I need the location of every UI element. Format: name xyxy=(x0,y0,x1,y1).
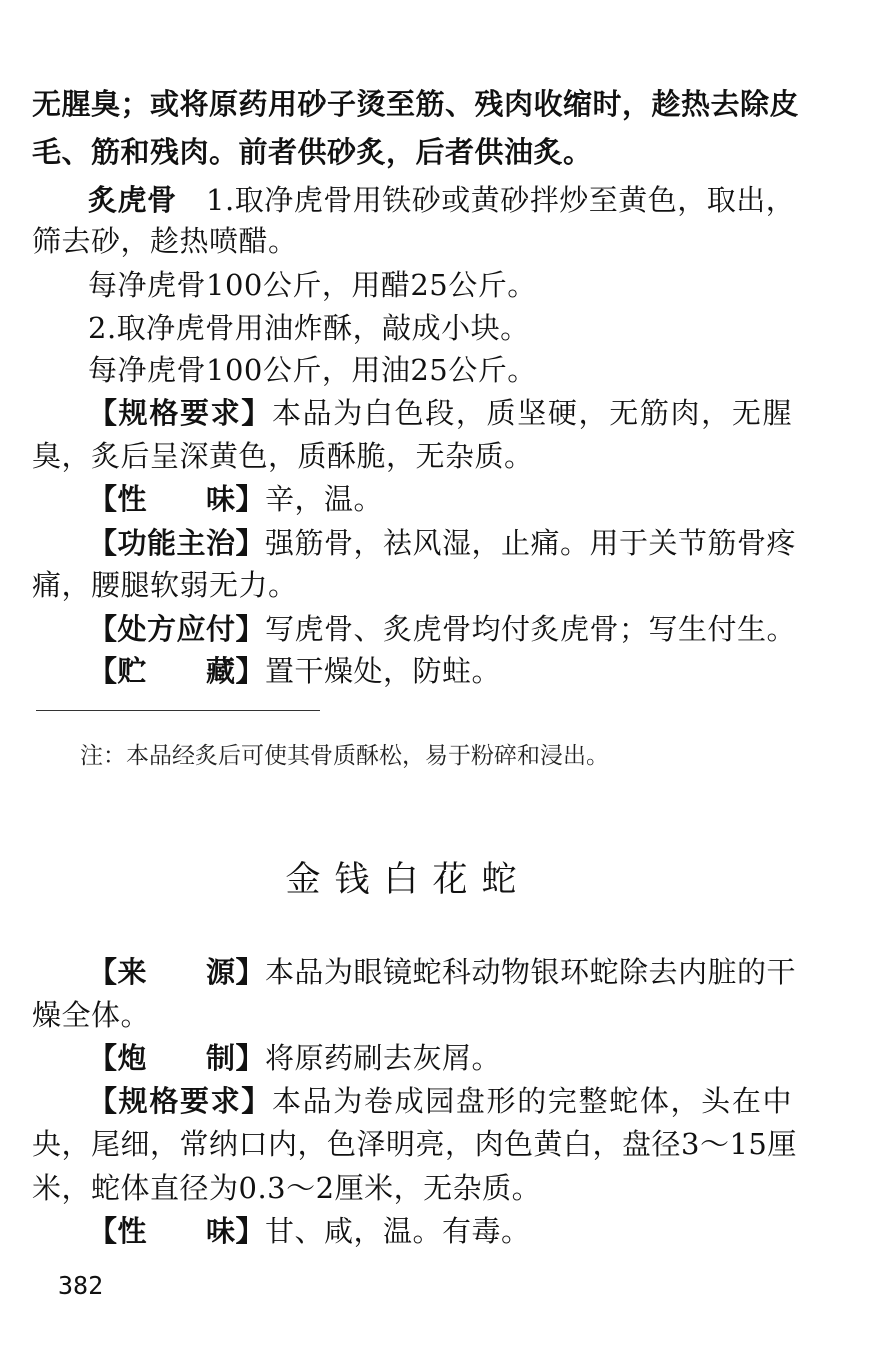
field-text: 辛，温。 xyxy=(265,482,384,516)
text-line: 燥全体。 xyxy=(32,998,151,1032)
field-text: 将原药刷去灰屑。 xyxy=(265,1041,502,1075)
text-line: 筛去砂，趁热喷醋。 xyxy=(32,224,298,258)
text-line: 无腥臭；或将原药用砂子烫至筋、残肉收缩时，趁热去除皮 xyxy=(32,87,800,121)
zhi-hu-gu-entry xyxy=(88,180,796,220)
text-line: 2.取净虎骨用油炸酥，敲成小块。 xyxy=(88,311,530,345)
field-label: 【炮 制】 xyxy=(88,1041,266,1075)
prescription-entry xyxy=(88,609,797,649)
term-label: 炙虎骨 xyxy=(88,183,177,217)
processing-entry xyxy=(88,1038,792,1078)
field-text: 写虎骨、炙虎骨均付炙虎骨；写生付生。 xyxy=(265,612,797,646)
field-text: 甘、咸，温。有毒。 xyxy=(265,1214,531,1248)
nature-entry xyxy=(88,479,792,519)
field-label: 【来 源】 xyxy=(88,955,266,989)
page-number: 382 xyxy=(58,1271,104,1300)
nature-entry xyxy=(88,1211,792,1251)
footnote-divider xyxy=(36,710,320,711)
field-text: 本品为眼镜蛇科动物银环蛇除去内脏的干 xyxy=(265,955,797,989)
method-text: 1.取净虎骨用铁砂或黄砂拌炒至黄色，取出， xyxy=(206,183,796,217)
field-text: 本品为白色段，质坚硬，无筋肉，无腥 xyxy=(271,396,792,430)
text-line: 米，蛇体直径为0.3～2厘米，无杂质。 xyxy=(32,1171,542,1205)
field-label: 【性 味】 xyxy=(88,1214,266,1248)
text-line: 臭，炙后呈深黄色，质酥脆，无杂质。 xyxy=(32,439,534,473)
field-text: 置干燥处，防蛀。 xyxy=(265,654,502,688)
text-line: 毛、筋和残肉。前者供砂炙，后者供油炙。 xyxy=(32,135,593,169)
field-text: 本品为卷成园盘形的完整蛇体，头在中 xyxy=(271,1084,792,1118)
field-label: 【贮 藏】 xyxy=(88,654,266,688)
field-label: 【规格要求】 xyxy=(88,396,272,430)
field-text: 强筋骨，祛风湿，止痛。用于关节筋骨疼 xyxy=(265,526,797,560)
footnote: 注：本品经炙后可使其骨质酥松，易于粉碎和浸出。 xyxy=(80,743,609,769)
section-title: 金钱白花蛇 xyxy=(285,860,531,900)
source-entry xyxy=(88,952,797,992)
field-label: 【处方应付】 xyxy=(88,612,266,646)
storage-entry xyxy=(88,651,792,691)
spec-entry xyxy=(88,1081,792,1121)
field-label: 【功能主治】 xyxy=(88,526,266,560)
field-label: 【规格要求】 xyxy=(88,1084,272,1118)
text-line: 每净虎骨100公斤，用醋25公斤。 xyxy=(88,268,537,302)
spec-entry xyxy=(88,393,792,433)
function-entry xyxy=(88,523,797,563)
text-line: 央，尾细，常纳口内，色泽明亮，肉色黄白，盘径3～15厘 xyxy=(32,1127,797,1161)
field-label: 【性 味】 xyxy=(88,482,266,516)
text-line: 痛，腰腿软弱无力。 xyxy=(32,568,298,602)
text-line: 每净虎骨100公斤，用油25公斤。 xyxy=(88,353,537,387)
